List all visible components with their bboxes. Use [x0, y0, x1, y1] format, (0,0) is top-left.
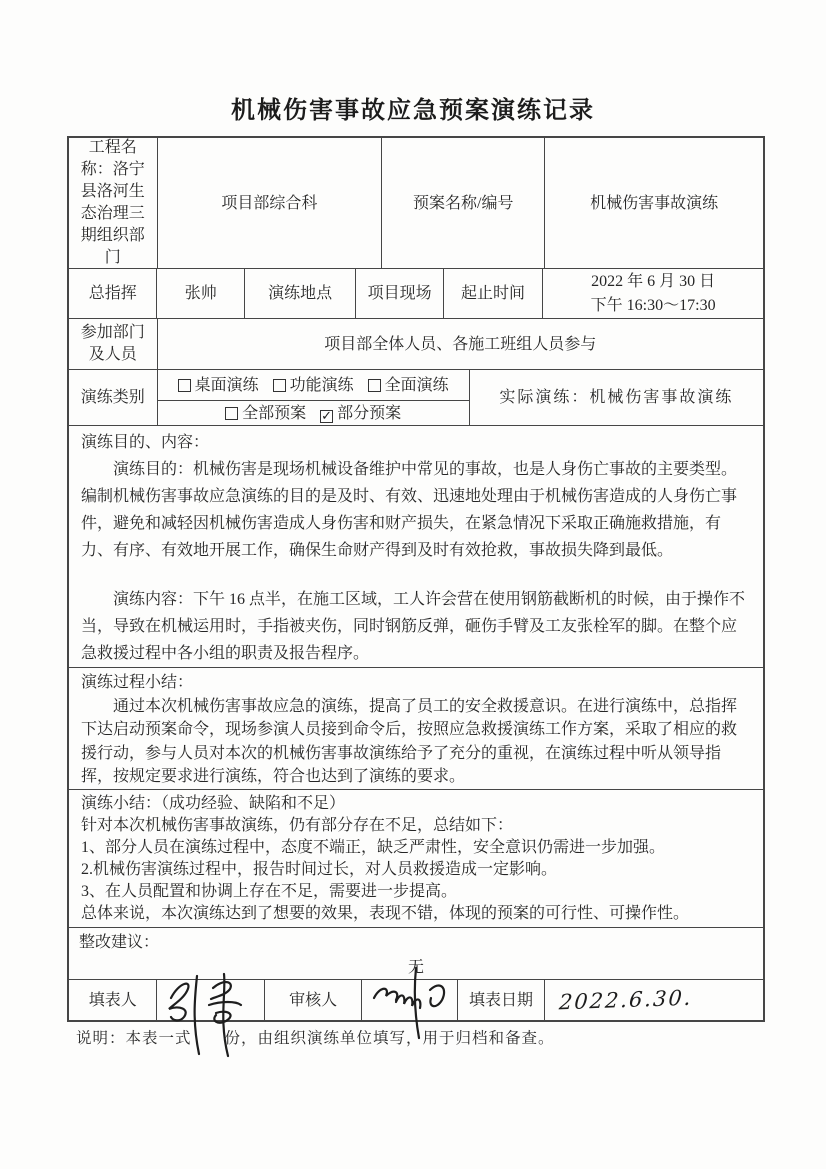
- table-row-commander: [69, 268, 763, 318]
- summary-line: 总体来说，本次演练达到了想要的效果，表现不错，体现的预案的可行性、可操作性。: [81, 905, 690, 922]
- checkbox-full-drill: [368, 374, 449, 397]
- summary-line: 1、部分人员在演练过程中，态度不端正，缺乏严肃性，安全意识仍需进一步加强。: [81, 839, 666, 856]
- participants-label: 参加部门及人员: [80, 324, 145, 363]
- purpose-cell: [69, 426, 763, 667]
- commander-label: 总指挥: [88, 285, 137, 302]
- filler-signature-cell: [156, 980, 263, 1020]
- location-label: 演练地点: [244, 269, 355, 318]
- process-summary-paragraph: 通过本次机械伤害事故应急的演练，提高了员工的安全救援意识。在进行演练中，总指挥下达启动预案命令，现场参演人员接到命令后，按照应急救援演练工作方案，采取了相应的救援行动，参与人员对本次的机械伤害事故演练给予了充分的重视，在演练过程中听从领导指挥，按规定要求进行演练，符合也达到了演练的要求。: [81, 697, 738, 785]
- checkbox-label: 部分预案: [337, 404, 402, 422]
- drill-type-options: [157, 370, 469, 425]
- drill-type-line1: [158, 370, 469, 400]
- table-row-participants: [69, 318, 763, 369]
- table-row-process-summary: [69, 667, 763, 789]
- time-label: 起止时间: [443, 269, 542, 318]
- checkbox-icon: [273, 379, 286, 392]
- project-name-cell: 工程名称：洛宁县洛河生态治理三期组织部门: [80, 139, 145, 266]
- table-row-signoff: [69, 979, 763, 1020]
- checkbox-icon: [225, 407, 238, 420]
- document-title: 机械伤害事故应急预案演练记录: [231, 98, 595, 124]
- table-row-project: [69, 138, 763, 268]
- actual-drill-cell: 实际演练：机械伤害事故演练: [469, 370, 763, 425]
- checkbox-label: 桌面演练: [194, 376, 259, 394]
- purpose-heading: 演练目的、内容：: [81, 434, 210, 451]
- filler-label: 填表人: [88, 991, 137, 1009]
- checkbox-all-plans: [225, 402, 306, 425]
- plan-value-cell: 机械伤害事故演练: [544, 138, 763, 268]
- summary-line: 2.机械伤害演练过程中，报告时间过长，对人员救援造成一定影响。: [81, 861, 558, 878]
- purpose-paragraph: 演练目的：机械伤害是现场机械设备维护中常见的事故，也是人身伤亡事故的主要类型。编制机械伤害事故应急演练的目的是及时、有效、迅速地处理由于机械伤害造成的人身伤亡事件，避免和减轻因机械伤害造成人身伤害和财产损失，在紧急情况下采取正确施救措施，有力、有序、有效地开展工作，确保生命财产得到及时有效抢救，事故损失降到最低。: [81, 461, 738, 559]
- footer-note: 说明：本表一式 份，由组织演练单位填写，用于归档和备查。: [76, 1030, 555, 1047]
- location-value: 项目现场: [355, 269, 443, 318]
- date-value-cell: [544, 980, 763, 1020]
- date-handwritten: 2022.6.30.: [558, 985, 694, 1014]
- commander-value: 张帅: [156, 269, 244, 318]
- suggestions-value: 无: [407, 959, 424, 976]
- checkbox-label: 功能演练: [289, 376, 354, 394]
- table-row-purpose: [69, 425, 763, 667]
- suggestions-heading: 整改建议：: [79, 934, 160, 951]
- table-row-suggestions: [69, 927, 763, 979]
- checkbox-checked-icon: ✓: [321, 408, 333, 424]
- suggestions-cell: [69, 928, 763, 979]
- time-date-line: 2022 年 6 月 30 日: [591, 272, 716, 290]
- time-range-line: 下午 16:30～17:30: [590, 296, 716, 314]
- reviewer-signature-cell: [361, 980, 456, 1020]
- checkbox-desktop-drill: [178, 374, 259, 397]
- drill-type-label: 演练类别: [80, 389, 145, 406]
- reviewer-label: 审核人: [264, 980, 361, 1020]
- checkbox-label: 全部预案: [242, 404, 307, 422]
- content-paragraph: 演练内容：下午 16 点半，在施工区域，工人许会营在使用钢筋截断机的时候，由于操作不当，导致在机械运用时，手指被夹伤，同时钢筋反弹，砸伤手臂及工友张栓军的脚。在整个应急救援过程中各小组的职责及报告程序。: [81, 591, 746, 662]
- checkbox-label: 全面演练: [384, 376, 449, 394]
- checkbox-function-drill: [273, 374, 354, 397]
- record-table: [67, 136, 765, 1022]
- drill-type-line2: [158, 400, 469, 425]
- process-summary-heading: 演练过程小结：: [81, 674, 194, 691]
- time-value: [542, 269, 763, 318]
- summary-line: 3、在人员配置和协调上存在不足，需要进一步提高。: [81, 883, 458, 900]
- checkbox-icon: [178, 379, 191, 392]
- process-summary-cell: [69, 668, 763, 789]
- summary-line: 针对本次机械伤害事故演练，仍有部分存在不足，总结如下：: [81, 817, 514, 834]
- table-row-drill-type: [69, 369, 763, 425]
- participants-value: 项目部全体人员、各施工班组人员参与: [157, 319, 763, 369]
- drill-summary-heading: 演练小结：（成功经验、缺陷和不足）: [81, 795, 346, 812]
- department-cell: 项目部综合科: [157, 138, 382, 268]
- drill-summary-cell: [69, 790, 763, 927]
- date-label: 填表日期: [457, 980, 544, 1020]
- checkbox-icon: [368, 379, 381, 392]
- checkbox-partial-plan: [320, 402, 401, 425]
- plan-label-cell: 预案名称/编号: [381, 138, 544, 268]
- table-row-drill-summary: [69, 789, 763, 927]
